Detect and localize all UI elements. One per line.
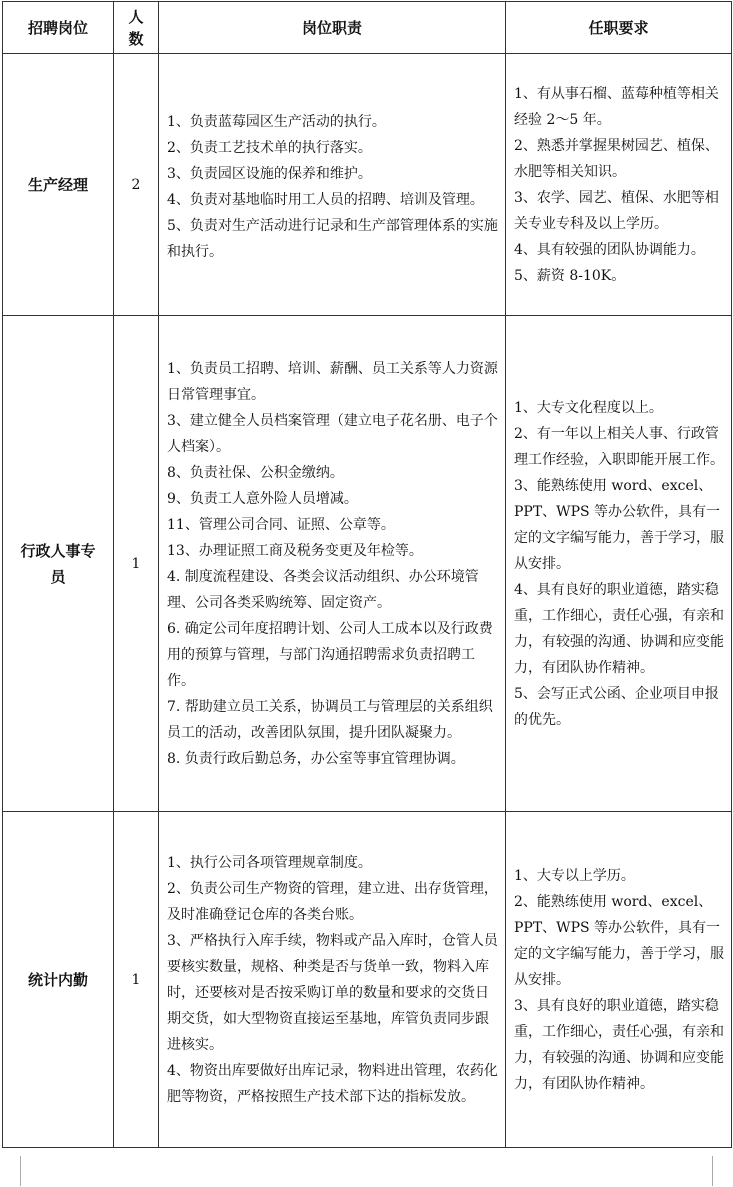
duty-item: 8. 负责行政后勤总务，办公室等事宜管理协调。	[167, 750, 465, 767]
duty-item: 3、建立健全人员档案管理（建立电子花名册、电子个人档案）。	[167, 412, 498, 455]
count-cell: 1	[114, 812, 159, 1148]
duty-item: 3、严格执行入库手续，物料或产品入库时，仓管人员要核实数量，规格、种类是否与货单一致，物料入库时，还要核对是否按采购订单的数量和要求的交货日期交货，如大型物资直接运至基地，库管负责同步跟进核实。	[167, 932, 498, 1053]
position-text: 行政人事专员	[20, 541, 96, 586]
duty-item: 3、负责园区设施的保养和维护。	[167, 165, 372, 182]
requirement-item: 3、能熟练使用 word、excel、PPT、WPS 等办公软件，具有一定的文字编写能力，善于学习，服从安排。	[514, 477, 724, 572]
duty-item: 5、负责对生产活动进行记录和生产部管理体系的实施和执行。	[167, 217, 498, 260]
requirements-cell	[506, 316, 732, 812]
requirement-item: 5、薪资 8-10K。	[514, 267, 626, 284]
page-margin-mark-left	[20, 1156, 21, 1186]
duties-cell	[159, 316, 506, 812]
duty-item: 2、负责公司生产物资的管理，建立进、出存货管理，及时准确登记仓库的各类台账。	[167, 880, 498, 923]
header-count	[114, 2, 159, 54]
duty-item: 4. 制度流程建设、各类会议活动组织、办公环境管理、公司各类采购统筹、固定资产。	[167, 568, 479, 611]
header-count-text: 人数	[128, 7, 144, 48]
requirement-item: 1、大专以上学历。	[514, 867, 635, 884]
duty-item: 4、负责对基地临时用工人员的招聘、培训及管理。	[167, 191, 484, 208]
requirements-cell	[506, 54, 732, 316]
duty-item: 6. 确定公司年度招聘计划、公司人工成本以及行政费用的预算与管理，与部门沟通招聘需求负责招聘工作。	[167, 620, 493, 689]
duty-item: 11、管理公司合同、证照、公章等。	[167, 516, 395, 533]
requirement-item: 4、具有良好的职业道德，踏实稳重，工作细心，责任心强，有亲和力，有较强的沟通、协调和应变能力，有团队协作精神。	[514, 581, 724, 676]
requirement-item: 2、能熟练使用 word、excel、PPT、WPS 等办公软件，具有一定的文字编写能力，善于学习，服从安排。	[514, 893, 724, 988]
duty-item: 13、办理证照工商及税务变更及年检等。	[167, 542, 423, 559]
position-cell: 生产经理	[3, 54, 114, 316]
duty-item: 4、物资出库要做好出库记录，物料进出管理，农药化肥等物资，严格按照生产技术部下达的指标发放。	[167, 1062, 498, 1105]
position-cell	[3, 316, 114, 812]
requirement-item: 4、具有较强的团队协调能力。	[514, 241, 705, 258]
duty-item: 7. 帮助建立员工关系，协调员工与管理层的关系组织员工的活动，改善团队氛围，提升团队凝聚力。	[167, 698, 493, 741]
table-header-row	[3, 2, 732, 54]
requirement-item: 1、有从事石榴、蓝莓种植等相关经验 2～5 年。	[514, 85, 719, 128]
duty-item: 1、执行公司各项管理规章制度。	[167, 854, 372, 871]
requirement-item: 5、会写正式公函、企业项目申报的优先。	[514, 685, 719, 728]
header-duties: 岗位职责	[159, 2, 506, 54]
header-position: 招聘岗位	[3, 2, 114, 54]
requirement-item: 1、大专文化程度以上。	[514, 399, 663, 416]
position-cell: 统计内勤	[3, 812, 114, 1148]
duty-item: 8、负责社保、公积金缴纳。	[167, 464, 344, 481]
table-row	[3, 54, 732, 316]
header-requirements: 任职要求	[506, 2, 732, 54]
table-row	[3, 812, 732, 1148]
duty-item: 1、负责蓝莓园区生产活动的执行。	[167, 113, 386, 130]
duties-cell	[159, 54, 506, 316]
job-table	[2, 1, 732, 1148]
duty-item: 1、负责员工招聘、培训、薪酬、员工关系等人力资源日常管理事宜。	[167, 360, 498, 403]
requirement-item: 2、熟悉并掌握果树园艺、植保、水肥等相关知识。	[514, 137, 719, 180]
requirement-item: 2、有一年以上相关人事、行政管理工作经验，入职即能开展工作。	[514, 425, 724, 468]
count-cell: 2	[114, 54, 159, 316]
requirement-item: 3、农学、园艺、植保、水肥等相关专业专科及以上学历。	[514, 189, 719, 232]
duty-item: 9、负责工人意外险人员增减。	[167, 490, 358, 507]
requirement-item: 3、具有良好的职业道德，踏实稳重，工作细心，责任心强，有亲和力，有较强的沟通、协调和应变能力，有团队协作精神。	[514, 997, 724, 1092]
table-row	[3, 316, 732, 812]
page-margin-mark-right	[712, 1156, 713, 1186]
duty-item: 2、负责工艺技术单的执行落实。	[167, 139, 372, 156]
count-cell: 1	[114, 316, 159, 812]
requirements-cell	[506, 812, 732, 1148]
duties-cell	[159, 812, 506, 1148]
